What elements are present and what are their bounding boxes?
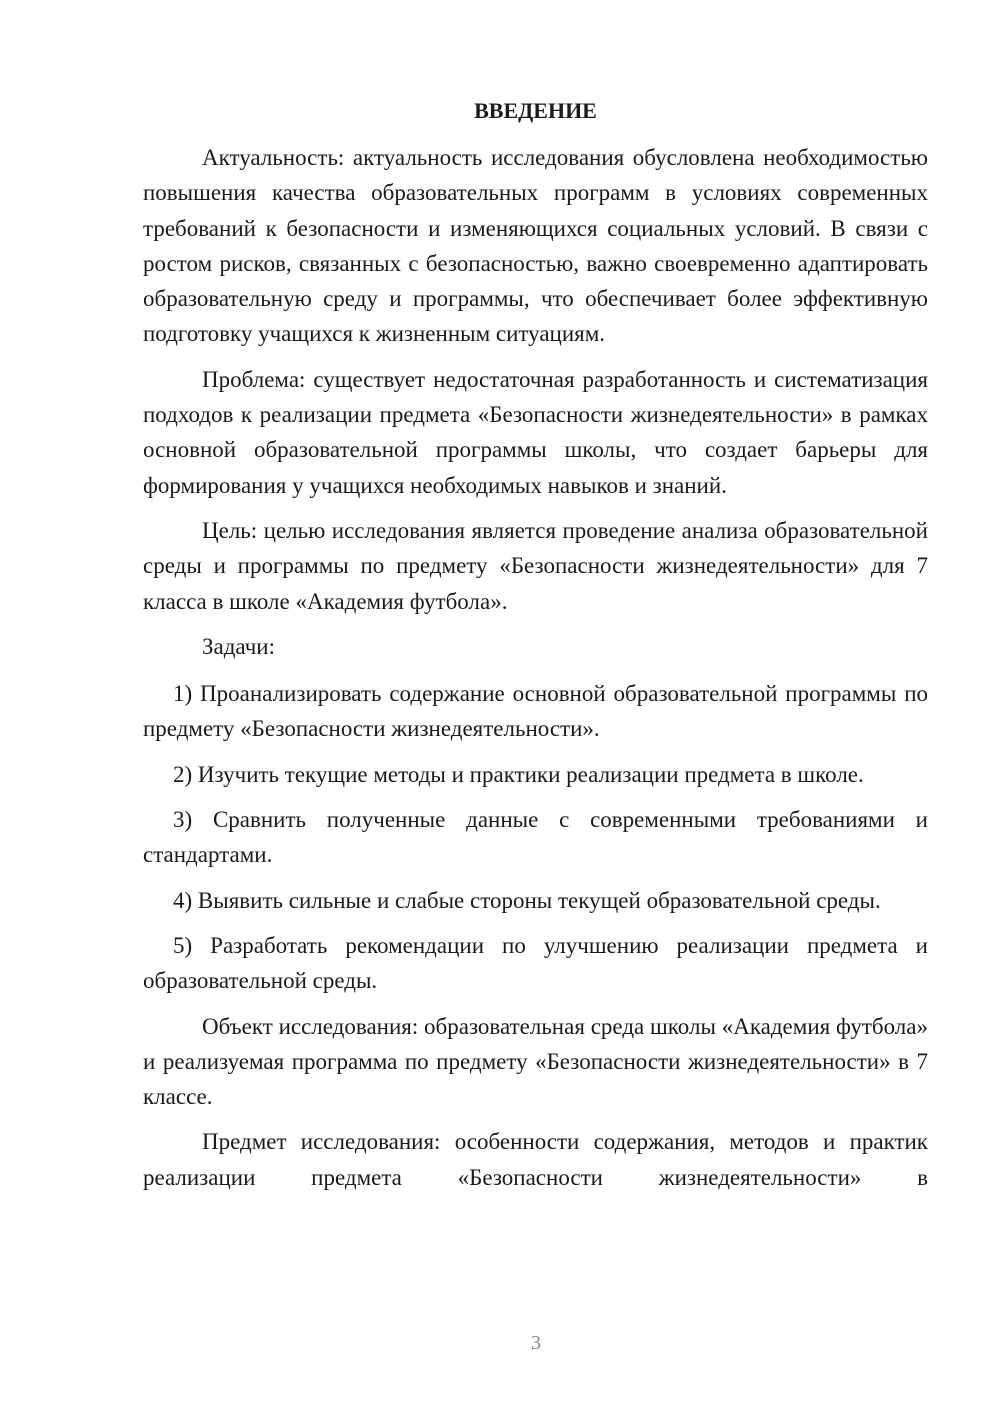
page-title: ВВЕДЕНИЕ [474,98,597,123]
list-item: 4) Выявить сильные и слабые стороны текущей образовательной среды. [173,887,881,913]
list-item: 3) Сравнить полученные данные с современными требованиями и стандартами. [143,807,928,868]
paragraph-object: Объект исследования: образовательная среда школы «Академия футбола» и реализуемая программа по предмету «Безопасности жизнедеятельности» в 7 классе. [143,1013,928,1110]
page-number: 3 [531,1332,541,1354]
page-body [143,93,928,1195]
paragraph-problem: Проблема: существует недостаточная разработанность и систематизация подходов к реализации предмета «Безопасности жизнедеятельности» в рамках основной образовательной программы школы, что создает барьеры для формирования у учащихся необходимых навыков и знаний. [143,366,928,498]
list-item: 1) Проанализировать содержание основной образовательной программы по предмету «Безопасности жизнедеятельности». [143,681,928,742]
tasks-label: Задачи: [202,633,275,659]
list-item: 5) Разработать рекомендации по улучшению реализации предмета и образовательной среды. [143,932,928,994]
list-item: 2) Изучить текущие методы и практики реализации предмета в школе. [173,761,864,787]
paragraph-relevance: Актуальность: актуальность исследования обусловлена необходимостью повышения качества образовательных программ в условиях современных требований к безопасности и изменяющихся социальных условий. В связи с ростом рисков, связанных с безопасностью, важно своевременно адаптировать образовательную среду и программы, что обеспечивает более эффективную подготовку учащихся к жизненным ситуациям. [143,145,928,347]
paragraph-goal: Цель: целью исследования является проведение анализа образовательной среды и программы по предмету «Безопасности жизнедеятельности» для 7 класса в школе «Академия футбола». [143,517,928,614]
paragraph-subject: Предмет исследования: особенности содержания, методов и практик реализации предмета «Безопасности жизнедеятельности» в [143,1129,928,1190]
